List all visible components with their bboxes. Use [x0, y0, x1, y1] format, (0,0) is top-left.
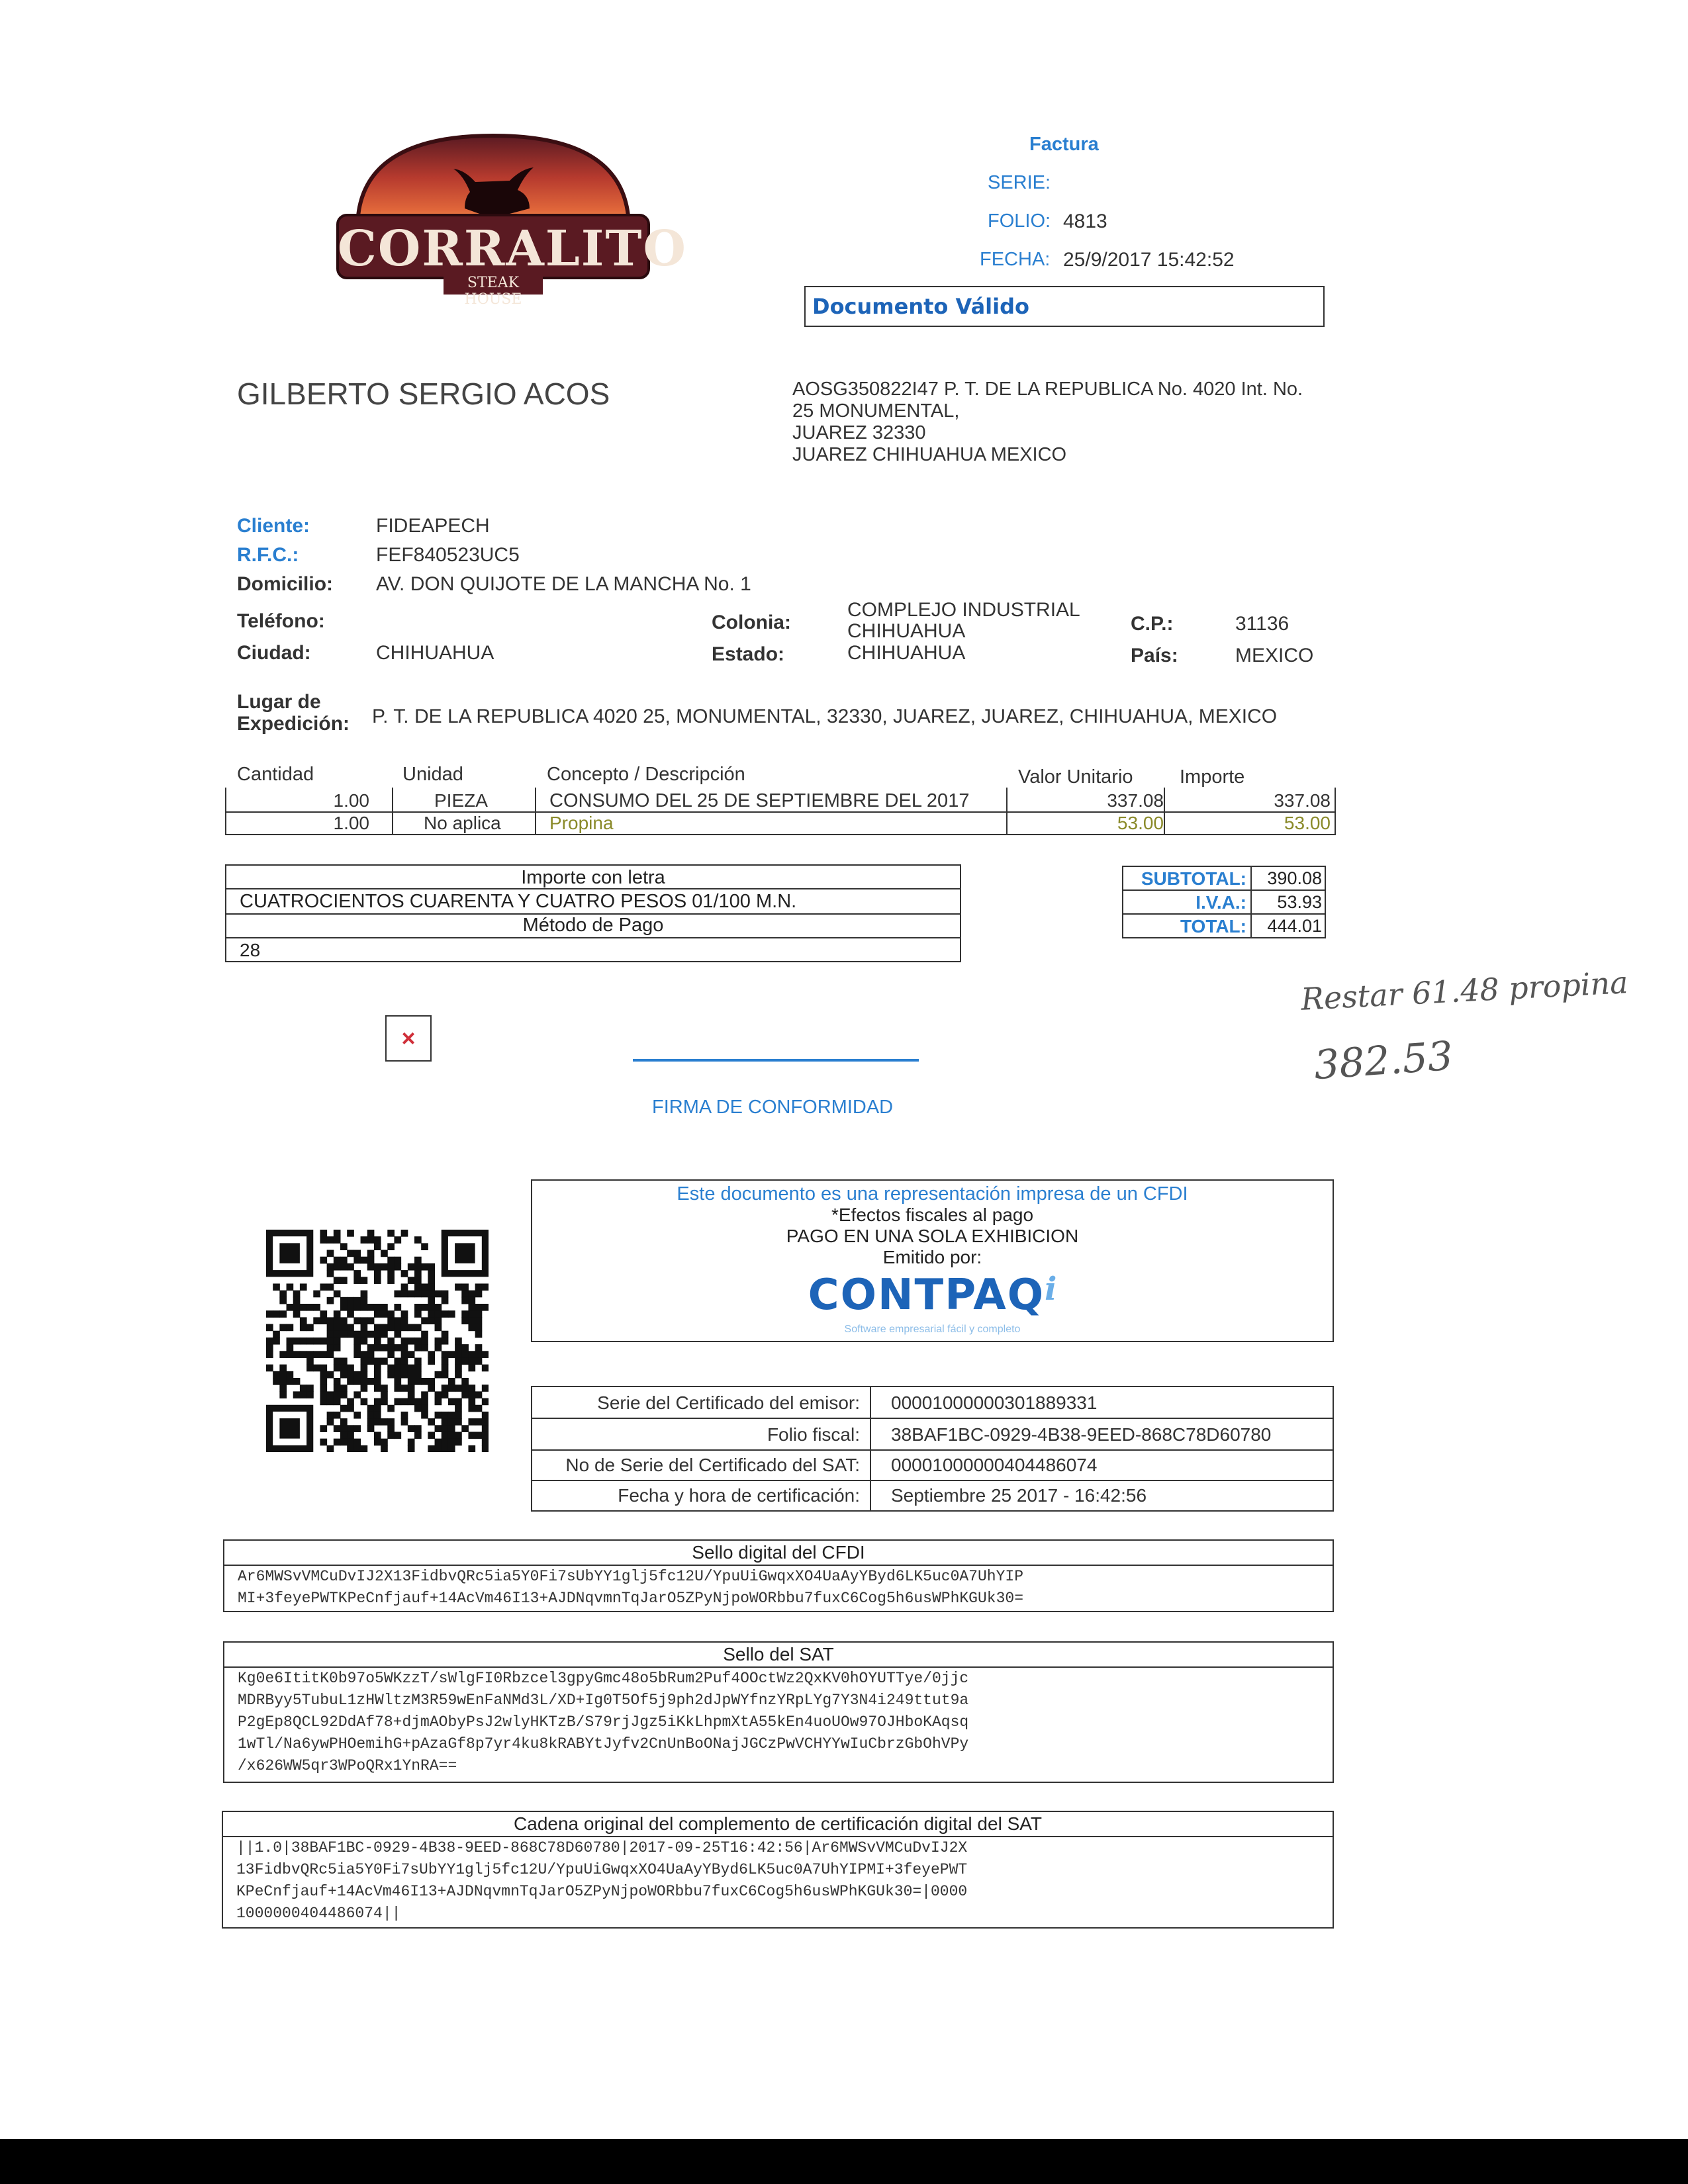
amount-words-value: CUATROCIENTOS CUARENTA Y CUATRO PESOS 01/100 M.N. [240, 891, 797, 912]
issuer-address-line: AOSG350822I47 P. T. DE LA REPUBLICA No. 4020 Int. No. [792, 379, 1303, 400]
logo-tagline: STEAK HOUSE [464, 275, 522, 308]
folio-label: FOLIO: [988, 210, 1051, 232]
cp-value: 31136 [1235, 613, 1289, 635]
domicilio-label: Domicilio: [237, 573, 334, 595]
cadena-title: Cadena original del complemento de certificación digital del SAT [514, 1813, 1042, 1834]
folio-value: 4813 [1063, 210, 1107, 232]
cert-label: Fecha y hora de certificación: [618, 1485, 860, 1506]
col-header-unidad: Unidad [402, 764, 463, 785]
lugar-expedicion-label [237, 691, 350, 735]
iva-label: I.V.A.: [1196, 892, 1246, 913]
subtotal-label: SUBTOTAL: [1141, 868, 1246, 889]
contpaq-brand-suffix: i [1045, 1271, 1057, 1308]
lugar-label-line: Lugar de [237, 691, 321, 713]
cell-valor: 53.00 [1117, 813, 1164, 833]
sello-cfdi-box [223, 1539, 1334, 1612]
close-icon: × [401, 1024, 416, 1052]
rfc-label: R.F.C.: [237, 544, 299, 566]
total-value: 444.01 [1267, 916, 1322, 936]
cell-cantidad: 1.00 [333, 813, 369, 833]
contpaq-tagline: Software empresarial fácil y completo [844, 1324, 1021, 1335]
cfdi-line3: PAGO EN UNA SOLA EXHIBICION [786, 1226, 1079, 1246]
colonia-value-line: COMPLEJO INDUSTRIAL [847, 599, 1080, 621]
table-row [225, 811, 1336, 834]
cert-value: Septiembre 25 2017 - 16:42:56 [891, 1485, 1147, 1506]
issuer-address [792, 379, 1303, 466]
telefono-label: Teléfono: [237, 610, 325, 632]
pais-value: MEXICO [1235, 645, 1314, 666]
cert-row [532, 1481, 1333, 1510]
estado-value: CHIHUAHUA [847, 642, 966, 664]
cfdi-line2: *Efectos fiscales al pago [831, 1205, 1034, 1225]
issuer-address-line: JUAREZ 32330 [792, 422, 926, 443]
cfdi-line1: Este documento es una representación impresa de un CFDI [677, 1183, 1188, 1205]
estado-label: Estado: [712, 643, 785, 665]
cp-label: C.P.: [1131, 613, 1174, 635]
handwritten-note-line1: Restar 61.48 propina [1299, 964, 1629, 1017]
colonia-label: Colonia: [712, 612, 791, 633]
metodo-pago-value: 28 [240, 940, 261, 960]
colonia-value [847, 600, 1080, 642]
amount-words-label: Importe con letra [521, 867, 665, 888]
col-header-concepto: Concepto / Descripción [547, 764, 745, 785]
signature-line [633, 1059, 919, 1062]
cliente-label: Cliente: [237, 515, 310, 537]
fecha-value: 25/9/2017 15:42:52 [1063, 249, 1235, 271]
cell-unidad: PIEZA [434, 790, 488, 811]
cadena-original-box [222, 1811, 1334, 1929]
iva-value: 53.93 [1277, 892, 1322, 912]
sello-cfdi-title: Sello digital del CFDI [692, 1542, 865, 1563]
subtotal-value: 390.08 [1267, 868, 1322, 888]
cell-concepto: Propina [549, 813, 614, 833]
metodo-pago-label: Método de Pago [522, 915, 664, 936]
colonia-value-line: CHIHUAHUA [847, 620, 966, 642]
qr-code-icon [266, 1230, 489, 1452]
cert-label: No de Serie del Certificado del SAT: [565, 1455, 860, 1475]
certificate-table [531, 1386, 1334, 1512]
cell-importe: 337.08 [1274, 790, 1331, 811]
amount-words-box [225, 864, 961, 962]
scan-bottom-bar [0, 2139, 1688, 2184]
cert-row [532, 1419, 1333, 1449]
sello-sat-title: Sello del SAT [723, 1644, 834, 1664]
cert-value: 00001000000404486074 [891, 1455, 1098, 1475]
sello-sat-box [223, 1641, 1334, 1783]
logo-name: CORRALITO [338, 220, 687, 277]
handwritten-note-line2: 382.53 [1312, 1032, 1455, 1089]
cell-unidad: No aplica [424, 813, 501, 833]
lugar-label-line: Expedición: [237, 713, 350, 735]
cert-row [532, 1451, 1333, 1480]
ciudad-value: CHIHUAHUA [376, 642, 494, 664]
items-table [225, 761, 1337, 839]
qr-code [266, 1230, 489, 1452]
sello-sat-text: Kg0e6ItitK0b97o5WKzzT/sWlgFI0Rbzcel3gpyGmc48o5bRum2Puf4OOctWz2QxKV0hOYUTTye/0jjc MDRByy5TubuL1zHWltzM3R59wEnFaNMd3L/XD+Ig0T5Of5j9ph2dJpWYfnzYRpLYg7Y3N4i249ttut9a P2gEp8QCL92DdAf78+djmAObyPsJ2wlyHKTzB/S79rjJgz5iKkLhpmXtA55kEn4uoUOw97OJHboKAqsq 1wTl/Na6ywPHOemihG+pAzaGf8p7yr4ku8kRABYtJyfv2CnUnBoONajJGCzPwVCHYYwIuCbrzGbOhVPy /x626WW5qr3WPoQRx1YnRA== [238, 1670, 969, 1774]
totals-box [1122, 866, 1326, 938]
pais-label: País: [1131, 645, 1178, 666]
cliente-value: FIDEAPECH [376, 515, 490, 537]
cfdi-info-box [531, 1179, 1334, 1342]
status-badge [804, 286, 1325, 327]
signature-label: FIRMA DE CONFORMIDAD [652, 1097, 894, 1118]
doc-type-title: Factura [1029, 134, 1099, 155]
cell-cantidad: 1.00 [333, 790, 369, 811]
contpaq-brand: CONTPAQ [808, 1271, 1045, 1320]
cell-importe: 53.00 [1284, 813, 1331, 833]
col-header-importe: Importe [1180, 766, 1245, 788]
rfc-value: FEF840523UC5 [376, 544, 520, 566]
table-row [225, 788, 1336, 811]
ciudad-label: Ciudad: [237, 642, 311, 664]
cfdi-line4: Emitido por: [882, 1247, 982, 1267]
cert-value: 38BAF1BC-0929-4B38-9EED-868C78D60780 [891, 1424, 1272, 1445]
contpaq-logo [532, 1271, 1333, 1320]
restaurant-logo [311, 129, 687, 308]
total-label: TOTAL: [1180, 916, 1246, 936]
cadena-text: ||1.0|38BAF1BC-0929-4B38-9EED-868C78D60780|2017-09-25T16:42:56|Ar6MWSvVMCuDvIJ2X 13FidbvQRc5ia5Y0Fi7sUbYY1glj5fc12U/YpuUiGwqxXO4UaAyYByd6LK5uc0A7UhYIPMI+3feyePWT KPeCnfjauf+14AcVm46I13+AJDNqvmnTqJarO5ZPyNjpoWORbbu7fuxC6Cog5h6usWPhKGUk30=|0000 1000000404486074|| [236, 1839, 968, 1922]
lugar-expedicion-value: P. T. DE LA REPUBLICA 4020 25, MONUMENTAL, 32330, JUAREZ, JUAREZ, CHIHUAHUA, MEXICO [372, 705, 1278, 727]
domicilio-value: AV. DON QUIJOTE DE LA MANCHA No. 1 [376, 573, 751, 595]
cert-label: Folio fiscal: [767, 1424, 860, 1445]
missing-image-placeholder [385, 1015, 432, 1062]
status-text: Documento Válido [812, 294, 1029, 319]
cell-valor: 337.08 [1107, 790, 1164, 811]
cert-label: Serie del Certificado del emisor: [597, 1392, 860, 1413]
col-header-valor-unitario: Valor Unitario [1018, 766, 1133, 788]
sello-cfdi-text: Ar6MWSvVMCuDvIJ2X13FidbvQRc5ia5Y0Fi7sUbYY1glj5fc12U/YpuUiGwqxXO4UaAyYByd6LK5uc0A7UhYIP MI+3feyePWTKPeCnfjauf+14AcVm46I13+AJDNqvmnTqJarO5ZPyNjpoWORbbu7fuxC6Cog5h6usWPhKGUk30= [238, 1568, 1023, 1607]
fecha-label: FECHA: [980, 249, 1051, 270]
col-header-cantidad: Cantidad [237, 764, 314, 785]
issuer-address-line: JUAREZ CHIHUAHUA MEXICO [792, 444, 1067, 465]
serie-label: SERIE: [988, 172, 1051, 193]
cell-concepto: CONSUMO DEL 25 DE SEPTIEMBRE DEL 2017 [549, 790, 970, 811]
cert-row [532, 1387, 1333, 1418]
issuer-address-line: 25 MONUMENTAL, [792, 400, 960, 422]
cert-value: 00001000000301889331 [891, 1392, 1098, 1413]
issuer-name: GILBERTO SERGIO ACOS [237, 377, 610, 411]
